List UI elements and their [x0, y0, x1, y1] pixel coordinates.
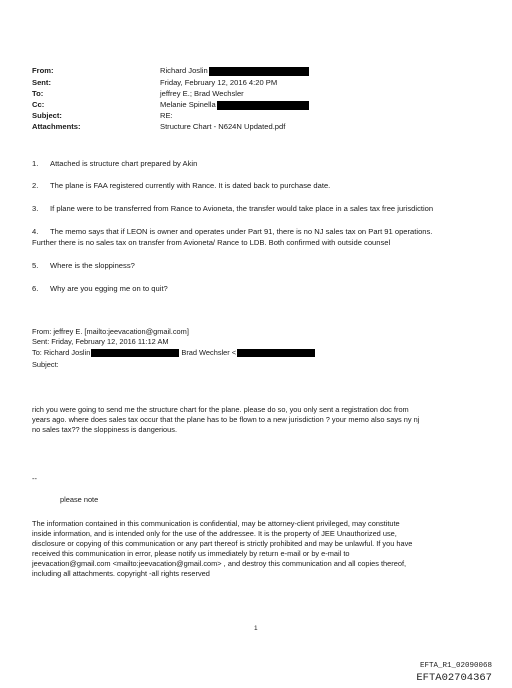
- cc-name: Melanie Spinella: [160, 100, 216, 109]
- item-continuation: Further there is no sales tax on transfer from Avioneta/ Rance to LDB. Both confirmed with outside counsel: [32, 238, 391, 247]
- redaction-bar: [237, 349, 315, 357]
- cc-value: [160, 100, 309, 110]
- quoted-from-line: From: jeffrey E. [mailto:jeevacation@gmail.com]: [32, 327, 189, 336]
- message-line: years ago. where does sales tax occur that the plane has to be flown to a new jurisdiction ? your memo also says ny nj: [32, 415, 420, 424]
- to-value: jeffrey E.; Brad Wechsler: [160, 89, 244, 98]
- item-number: 2.: [32, 181, 39, 190]
- item-text: If plane were to be transferred from Rance to Avioneta, the transfer would take place in a sales tax free jurisdiction: [50, 204, 434, 213]
- cc-label: Cc:: [32, 100, 45, 109]
- item-number: 3.: [32, 204, 39, 213]
- redaction-bar: [209, 67, 309, 76]
- item-number: 6.: [32, 284, 39, 293]
- sent-value: Friday, February 12, 2016 4:20 PM: [160, 78, 278, 87]
- from-label: From:: [32, 66, 54, 75]
- sent-label: Sent:: [32, 78, 51, 87]
- please-note: please note: [60, 495, 99, 504]
- disclaimer-line: including all attachments. copyright -all rights reserved: [32, 569, 210, 578]
- subject-label: Subject:: [32, 111, 62, 120]
- attachments-value: Structure Chart - N624N Updated.pdf: [160, 122, 286, 131]
- item-text: The plane is FAA registered currently with Rance. It is dated back to purchase date.: [50, 181, 331, 190]
- quoted-sent-line: Sent: Friday, February 12, 2016 11:12 AM: [32, 337, 169, 346]
- to-label: To:: [32, 89, 44, 98]
- disclaimer-line: jeevacation@gmail.com <mailto:jeevacation@gmail.com> , and destroy this communication and all copies thereof,: [32, 559, 407, 568]
- item-number: 5.: [32, 261, 39, 270]
- item-number: 1.: [32, 159, 39, 168]
- page-number: 1: [254, 625, 258, 632]
- quoted-to-prefix: To: Richard Joslin: [32, 348, 91, 357]
- disclaimer-line: inside information, and is intended only for the use of the addressee. It is the property of JEE Unauthorized use,: [32, 529, 397, 538]
- quoted-to-line: [32, 348, 315, 357]
- attachments-label: Attachments:: [32, 122, 81, 131]
- disclaimer-line: The information contained in this communication is confidential, may be attorney-client privileged, may constitute: [32, 519, 400, 528]
- subject-value: RE:: [160, 111, 173, 120]
- quoted-subject-line: Subject:: [32, 360, 59, 369]
- disclaimer-line: disclosure or copying of this communication or any part thereof is strictly prohibited and may be unlawful. If you have: [32, 539, 413, 548]
- redaction-bar: [91, 349, 179, 357]
- disclaimer: [32, 519, 482, 579]
- redaction-bar: [217, 101, 309, 110]
- message-body: [32, 405, 482, 435]
- item-text: Where is the sloppiness?: [50, 261, 135, 270]
- bates-id-large: EFTA02704367: [416, 672, 492, 684]
- item-number: 4.: [32, 227, 39, 236]
- from-value: [160, 66, 309, 76]
- message-line: rich you were going to send me the structure chart for the plane. please do so, you only sent a registration doc from: [32, 405, 409, 414]
- bates-id-small: EFTA_R1_02090068: [419, 662, 492, 670]
- message-line: no sales tax?? the sloppiness is dangerious.: [32, 425, 178, 434]
- item-text: The memo says that if LEON is owner and operates under Part 91, there is no NJ sales tax on Part 91 operations.: [50, 227, 433, 236]
- item-text: Attached is structure chart prepared by Akin: [50, 159, 198, 168]
- disclaimer-line: received this communication in error, please notify us immediately by return e-mail or by e-mail to: [32, 549, 350, 558]
- signature-separator: --: [32, 474, 37, 483]
- from-name: Richard Joslin: [160, 66, 208, 75]
- quoted-to-mid: Brad Wechsler <: [181, 348, 237, 357]
- item-text: Why are you egging me on to quit?: [50, 284, 168, 293]
